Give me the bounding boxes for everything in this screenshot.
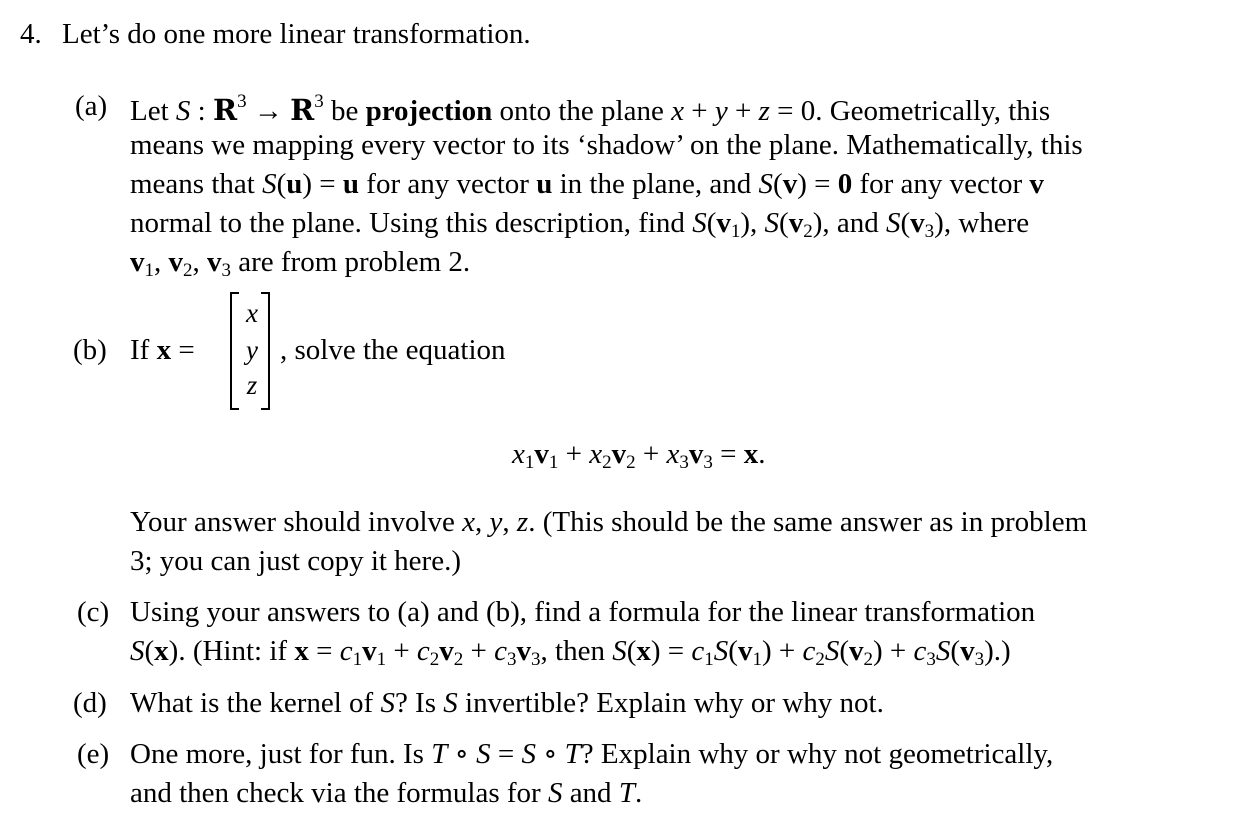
part-c-line-2: S(x). (Hint: if $x = c_1v_1 + c_2v_2 + c_3v_3$, then $S(x) = c_1S(v_1) + c_2S(v_2) + c_3S(v_3)$.) <box>130 635 1011 670</box>
column-vector-matrix <box>230 292 270 408</box>
part-a-line-4: normal to the plane. Using this description, find $S(v_1)$, $S(v_2)$, and $S(v_3)$, where <box>130 207 1030 242</box>
part-b-solve-text: , solve the equation <box>280 334 506 366</box>
matrix-entry-y: y <box>246 335 258 365</box>
part-c-line-1: Using your answers to (a) and (b), find a formula for the linear transformation <box>130 596 1036 628</box>
right-bracket <box>261 292 270 410</box>
part-b-label: (b) <box>73 334 107 366</box>
part-e-line-2: and then check via the formulas for S and T. <box>130 777 643 809</box>
problem-title: Let’s do one more linear transformation. <box>62 18 531 50</box>
part-c-label: (c) <box>77 596 110 628</box>
part-d-line-1: What is the kernel of S? Is S invertible? Explain why or why not. <box>130 687 884 719</box>
part-e-label: (e) <box>77 738 110 770</box>
part-d-label: (d) <box>73 687 107 719</box>
left-bracket <box>230 292 239 410</box>
part-b-line-2: 3; you can just copy it here.) <box>130 545 461 577</box>
part-e-line-1: One more, just for fun. Is T ∘ S = S ∘ T? Explain why or why not geometrically, <box>130 738 1054 770</box>
matrix-entry-x: x <box>246 298 258 328</box>
part-b-intro: If x = <box>130 334 195 366</box>
problem-number: 4. <box>20 18 42 50</box>
part-a-line-3: means that S(u) = u for any vector u in the plane, and S(v) = 0 for any vector v <box>130 168 1044 200</box>
part-a-line-1: Let S : $R^3 \to R^3$ be projection onto the plane x + y + z = 0. Geometrically, this <box>130 91 1051 127</box>
part-b-line-1: Your answer should involve x, y, z. (This should be the same answer as in problem <box>130 506 1088 538</box>
projection-term: projection <box>365 95 493 127</box>
part-a-label: (a) <box>75 90 108 122</box>
matrix-entry-z: z <box>246 370 258 400</box>
part-a-line-5: $v_1$, $v_2$, $v_3$ are from problem 2. <box>130 246 471 281</box>
display-equation: $x_1v_1 + x_2v_2 + x_3v_3 = x$. <box>512 438 766 473</box>
part-a-line-2: means we mapping every vector to its ‘shadow’ on the plane. Mathematically, this <box>130 129 1083 161</box>
